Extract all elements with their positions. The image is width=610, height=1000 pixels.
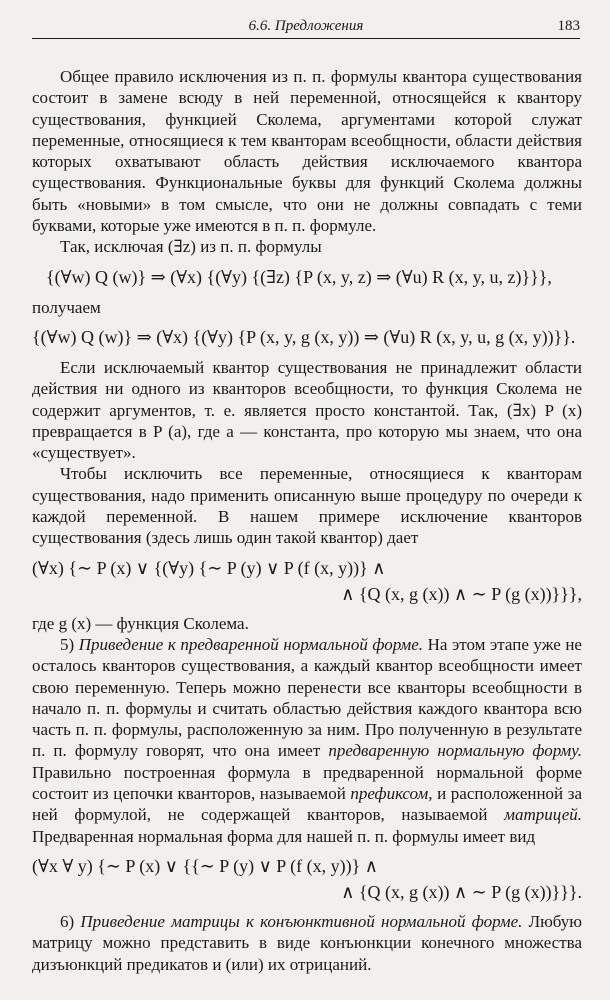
- formula-example-line1: (∀x) {∼ P (x) ∨ {(∀y) {∼ P (y) ∨ P (f (x, y))} ∧: [32, 557, 386, 578]
- prenex-text-1: На этом этапе уже не осталось кванторов существования, а каждый квантор всеобщности имеет свою переменную. Теперь можно перенести все кванторы всеобщности в начало п. п. формулы и считать областью действия каждого квантора всю часть п. п. формулы, расположенную за ним. Про полученную в результате п. п. формулу говорят, что она имеет: [32, 634, 582, 761]
- formula-skolemized: {(∀w) Q (w)} ⇒ (∀x) {(∀y) {P (x, y, g (x, y)) ⇒ (∀u) R (x, y, u, g (x, y))}}.: [32, 326, 576, 347]
- paragraph-prenex-form: [32, 634, 582, 847]
- formula-prenex-line2: ∧ {Q (x, g (x)) ∧ ∼ P (g (x))}}}.: [341, 881, 582, 902]
- term-prenex-form: предваренную нормальную форму.: [328, 741, 582, 761]
- formula-original: {(∀w) Q (w)} ⇒ (∀x) {(∀y) {(∃z) {P (x, y, z) ⇒ (∀u) R (x, y, u, z)}}},: [46, 266, 552, 287]
- page-header: [32, 14, 580, 39]
- label-get: получаем: [32, 297, 101, 317]
- prenex-text-3: и расположенной за ней формулой, не содержащей кванторов, называемой: [32, 784, 583, 825]
- term-prefix: префиксом,: [350, 784, 433, 804]
- prenex-text-2: Правильно построенная формула в предваренной нормальной форме состоит из цепочки кванторов, называемой: [32, 762, 582, 804]
- paragraph-example-intro: Так, исключая (∃z) из п. п. формулы: [60, 237, 322, 257]
- formula-example-line2: ∧ {Q (x, g (x)) ∧ ∼ P (g (x))}}},: [341, 583, 582, 604]
- term-matrix: матрицей.: [504, 805, 582, 825]
- step-number-6: 6): [60, 911, 81, 931]
- paragraph-cnf: [32, 911, 582, 975]
- paragraph-constant-case: Если исключаемый квантор существования не принадлежит области действия ни одного из кванторов всеобщности, то функция Сколема не содержит аргументов, т. е. является просто константой. Так, (∃x) P (x) превращается в P (a), где a — константа, про которую мы знаем, что она «существует».: [32, 357, 582, 463]
- page-number: 183: [557, 18, 580, 34]
- cnf-text: Любую матрицу можно представить в виде конъюнкции конечного множества дизъюнкций предикатов и (или) их отрицаний.: [32, 911, 582, 974]
- formula-prenex-line1: (∀x ∀ y) {∼ P (x) ∨ {{∼ P (y) ∨ P (f (x, y))} ∧: [32, 855, 378, 876]
- running-title: 6.6. Предложения: [248, 18, 364, 34]
- step-title-cnf: Приведение матрицы к конъюнктивной нормальной форме.: [80, 911, 523, 931]
- prenex-text-4: Предваренная нормальная форма для нашей п. п. формулы имеет вид: [32, 826, 536, 846]
- step-number-5: 5): [60, 634, 79, 654]
- paragraph-skolem-rule: Общее правило исключения из п. п. формулы квантора существования состоит в замене всюду в ней переменной, относящейся к квантору существования, функцией Сколема, аргументами которой служат переменные, относящиеся к тем кванторам всеобщности, области действия которых охватывают область действия исключаемого квантора существования. Функциональные буквы для функций Сколема должны быть «новыми» в том смысле, что они не должны совпадать с теми буквами, которые уже имеются в п. п. формуле.: [32, 67, 582, 236]
- paragraph-all-variables: Чтобы исключить все переменные, относящиеся к кванторам существования, надо применить описанную выше процедуру по очереди к каждой переменной. В нашем примере исключение кванторов существования (здесь лишь один такой квантор) дает: [32, 464, 582, 548]
- page-body: [32, 66, 582, 975]
- paragraph-skolem-function: где g (x) — функция Сколема.: [32, 613, 249, 633]
- step-title-prenex: Приведение к предваренной нормальной форме.: [78, 634, 424, 654]
